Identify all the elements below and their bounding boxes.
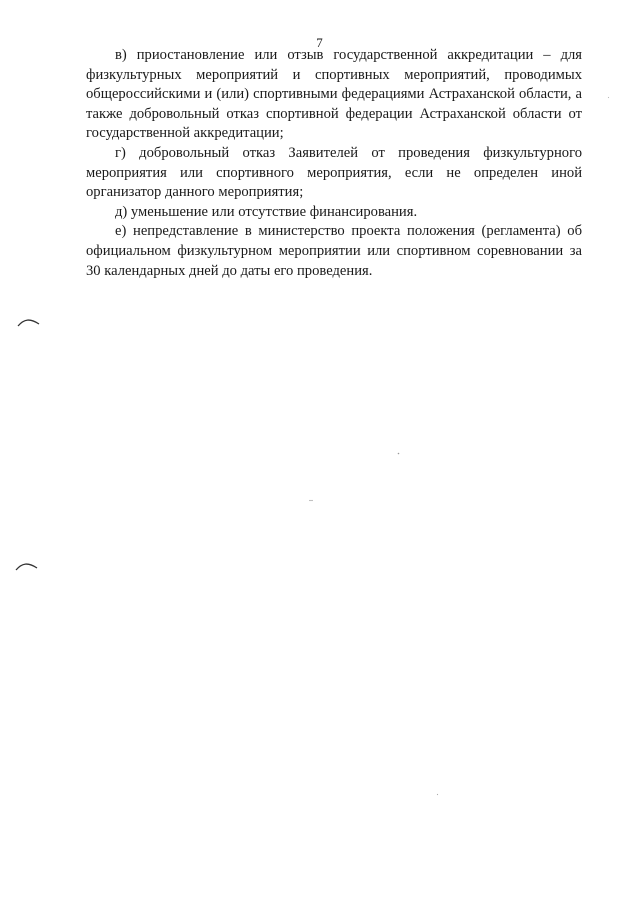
scan-dot-1 — [397, 452, 400, 455]
scan-mark-lower — [14, 560, 40, 574]
paragraph-v: в) приостановление или отзыв государственной аккредитации – для физкультурных мероприятий и спортивных мероприятий, проводимых общероссийскими и (или) спортивными федерациями Астраханской области, а также добровольный отказ спортивной федерации Астраханской области от государственной аккредитации; — [86, 47, 582, 142]
scan-mark-upper — [16, 316, 42, 330]
document-body — [86, 46, 582, 281]
scan-dot-4 — [607, 96, 610, 99]
page-number: 7 — [316, 35, 323, 50]
scan-dot-3 — [436, 793, 439, 796]
scan-dot-2 — [309, 499, 313, 502]
paragraph-d: д) уменьшение или отсутствие финансирования. — [115, 203, 418, 220]
paragraph-g: г) добровольный отказ Заявителей от проведения физкультурного мероприятия или спортивного мероприятия, если не определен иной организатор данного мероприятия; — [86, 144, 582, 201]
paragraph-e: е) непредставление в министерство проекта положения (регламента) об официальном физкультурном мероприятии или спортивном соревновании за 30 календарных дней до даты его проведения. — [86, 223, 582, 279]
